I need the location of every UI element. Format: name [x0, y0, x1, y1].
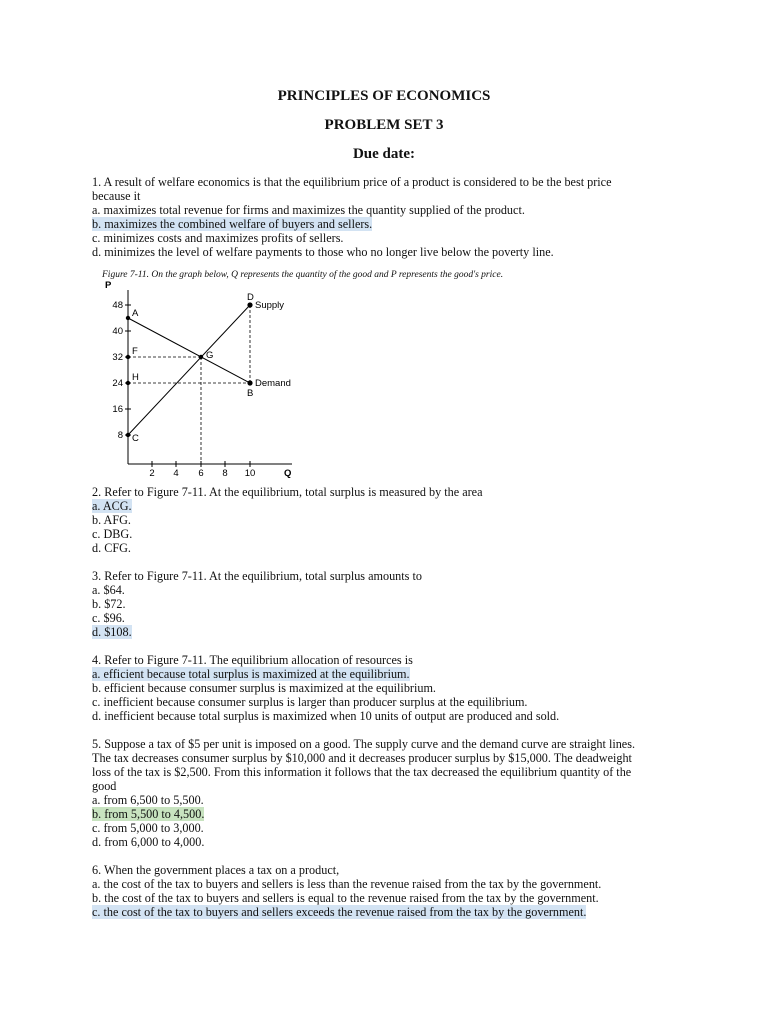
q2-option-c: c. DBG. [92, 527, 133, 541]
course-title: PRINCIPLES OF ECONOMICS [277, 88, 491, 104]
q3-option-d: d. $108. [92, 625, 132, 639]
figure-caption: Figure 7-11. On the graph below, Q represents the quantity of the good and P represents the good's price. [102, 270, 504, 280]
x-tick-4: 4 [173, 468, 179, 479]
figure-7-11 [96, 278, 516, 483]
y-tick-24: 24 [112, 378, 123, 389]
y-tick-48: 48 [112, 300, 123, 311]
due-date: Due date: [352, 146, 416, 162]
q2-option-b: b. AFG. [92, 513, 131, 527]
q4-stem: 4. Refer to Figure 7-11. The equilibrium allocation of resources is [92, 653, 413, 667]
q3-stem: 3. Refer to Figure 7-11. At the equilibrium, total surplus amounts to [92, 569, 422, 583]
q1-stem-line1: 1. A result of welfare economics is that the equilibrium price of a product is considered to be the best price [92, 175, 612, 189]
q1-option-c: c. minimizes costs and maximizes profits of sellers. [92, 231, 344, 245]
q6-option-c: c. the cost of the tax to buyers and sellers exceeds the revenue raised from the tax by the government. [92, 905, 587, 919]
q5-stem-line1: 5. Suppose a tax of $5 per unit is imposed on a good. The supply curve and the demand curve are straight lines. [92, 737, 636, 751]
demand-curve [128, 318, 250, 383]
point-label-d: D [247, 292, 254, 303]
point-label-f: F [132, 346, 138, 357]
q4-option-d: d. inefficient because total surplus is maximized when 10 units of output are produced and sold. [92, 709, 560, 723]
q1-option-d: d. minimizes the level of welfare payments to those who no longer live below the poverty line. [92, 245, 554, 259]
q6-option-b: b. the cost of the tax to buyers and sellers is equal to the revenue raised from the tax by the government. [92, 891, 599, 905]
point-label-a: A [132, 308, 139, 319]
q4-option-a: a. efficient because total surplus is maximized at the equilibrium. [92, 667, 410, 681]
q2-option-a: a. ACG. [92, 499, 132, 513]
y-tick-40: 40 [112, 326, 123, 337]
point-label-g: G [206, 350, 214, 361]
q-axis-label: Q [284, 468, 292, 479]
demand-label: Demand [255, 378, 291, 389]
supply-curve [128, 305, 250, 435]
point-label-b: B [247, 388, 254, 399]
supply-label: Supply [255, 300, 285, 311]
y-tick-32: 32 [112, 352, 123, 363]
q5-stem-line4: good [92, 779, 117, 793]
q5-stem-line3: loss of the tax is $2,500. From this information it follows that the tax decreased the equilibrium quantity of the [92, 765, 632, 779]
q5-stem-line2: The tax decreases consumer surplus by $10,000 and it decreases producer surplus by $15,000. The deadweight [92, 751, 632, 765]
q5-option-d: d. from 6,000 to 4,000. [92, 835, 205, 849]
q3-option-a: a. $64. [92, 583, 125, 597]
y-tick-16: 16 [112, 404, 123, 415]
x-tick-10: 10 [244, 468, 256, 479]
point-label-c: C [132, 433, 139, 444]
q4-option-b: b. efficient because consumer surplus is maximized at the equilibrium. [92, 681, 436, 695]
q5-option-c: c. from 5,000 to 3,000. [92, 821, 204, 835]
point-label-h: H [132, 372, 139, 383]
q2-stem: 2. Refer to Figure 7-11. At the equilibrium, total surplus is measured by the area [92, 485, 483, 499]
q1-option-b: b. maximizes the combined welfare of buyers and sellers. [92, 217, 373, 231]
q3-option-c: c. $96. [92, 611, 125, 625]
x-tick-2: 2 [149, 468, 155, 479]
q6-option-a: a. the cost of the tax to buyers and sellers is less than the revenue raised from the tax by the government. [92, 877, 602, 891]
q5-option-b: b. from 5,500 to 4,500. [92, 807, 205, 821]
x-tick-6: 6 [198, 468, 204, 479]
y-tick-8: 8 [117, 430, 123, 441]
q6-stem: 6. When the government places a tax on a product, [92, 863, 340, 877]
q4-option-c: c. inefficient because consumer surplus is larger than producer surplus at the equilibrium. [92, 695, 528, 709]
q3-option-b: b. $72. [92, 597, 126, 611]
q5-option-a: a. from 6,500 to 5,500. [92, 793, 204, 807]
p-axis-label: P [105, 280, 112, 291]
q2-option-d: d. CFG. [92, 541, 131, 555]
q1-option-a: a. maximizes total revenue for firms and maximizes the quantity supplied of the product. [92, 203, 525, 217]
q1-stem-line2: because it [92, 189, 141, 203]
x-tick-8: 8 [222, 468, 228, 479]
problem-set-title: PROBLEM SET 3 [324, 117, 444, 133]
